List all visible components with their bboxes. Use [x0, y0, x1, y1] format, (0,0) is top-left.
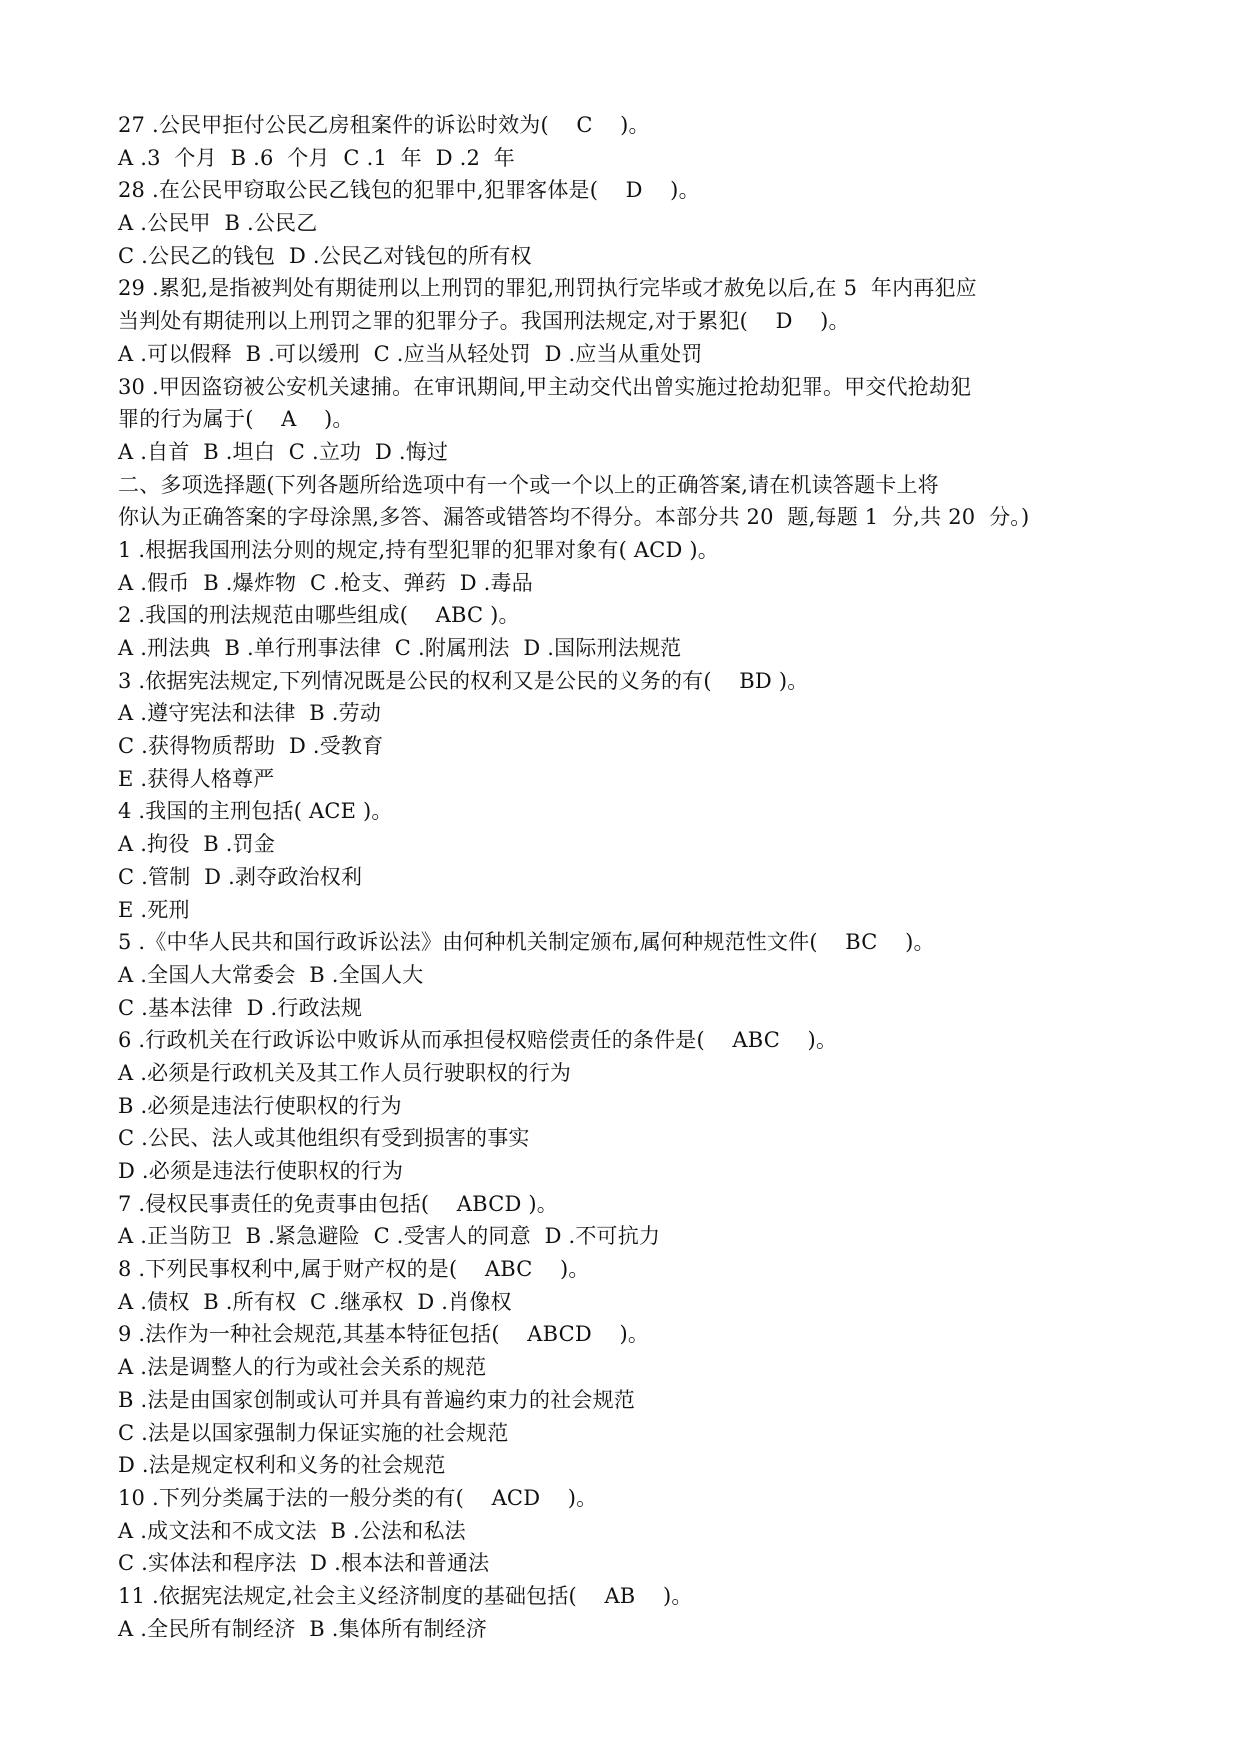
mc-options-6-a: A .必须是行政机关及其工作人员行驶职权的行为 — [118, 1060, 572, 1085]
options-28-line-2: C .公民乙的钱包 D .公民乙对钱包的所有权 — [118, 243, 532, 268]
options-29: A .可以假释 B .可以缓刑 C .应当从轻处罚 D .应当从重处罚 — [118, 341, 703, 366]
mc-options-10-line-2: C .实体法和程序法 D .根本法和普通法 — [118, 1551, 490, 1576]
mc-question-11: 11 .依据宪法规定,社会主义经济制度的基础包括( AB )。 — [118, 1583, 693, 1608]
options-30: A .自首 B .坦白 C .立功 D .悔过 — [118, 439, 449, 464]
mc-question-6: 6 .行政机关在行政诉讼中败诉从而承担侵权赔偿责任的条件是( ABC )。 — [118, 1028, 838, 1053]
mc-options-3-line-3: E .获得人格尊严 — [118, 766, 275, 791]
mc-options-10-line-1: A .成文法和不成文法 B .公法和私法 — [118, 1518, 466, 1543]
mc-options-6-b: B .必须是违法行使职权的行为 — [118, 1093, 402, 1118]
mc-options-9-a: A .法是调整人的行为或社会关系的规范 — [118, 1355, 487, 1380]
mc-options-2: A .刑法典 B .单行刑事法律 C .附属刑法 D .国际刑法规范 — [118, 636, 682, 660]
mc-options-3-line-2: C .获得物质帮助 D .受教育 — [118, 734, 384, 759]
question-28: 28 .在公民甲窃取公民乙钱包的犯罪中,犯罪客体是( D )。 — [118, 178, 700, 203]
mc-question-8: 8 .下列民事权利中,属于财产权的是( ABC )。 — [118, 1257, 590, 1282]
mc-options-11: A .全民所有制经济 B .集体所有制经济 — [118, 1616, 488, 1641]
mc-options-9-d: D .法是规定权利和义务的社会规范 — [118, 1453, 446, 1478]
mc-question-9: 9 .法作为一种社会规范,其基本特征包括( ABCD )。 — [118, 1322, 650, 1347]
question-30-line-2: 罪的行为属于( A )。 — [118, 407, 354, 432]
section-heading-line-1: 二、多项选择题(下列各题所给选项中有一个或一个以上的正确答案,请在机读答题卡上将 — [118, 472, 939, 497]
mc-options-9-c: C .法是以国家强制力保证实施的社会规范 — [118, 1420, 509, 1445]
mc-question-1: 1 .根据我国刑法分则的规定,持有型犯罪的犯罪对象有( ACD )。 — [118, 537, 719, 562]
mc-options-5-line-2: C .基本法律 D .行政法规 — [118, 995, 363, 1020]
mc-options-9-b: B .法是由国家创制或认可并具有普遍约束力的社会规范 — [118, 1387, 635, 1412]
mc-options-1: A .假币 B .爆炸物 C .枪支、弹药 D .毒品 — [118, 570, 533, 595]
mc-options-4-line-3: E .死刑 — [118, 897, 190, 922]
mc-options-6-c: C .公民、法人或其他组织有受到损害的事实 — [118, 1126, 530, 1151]
question-29-line-2: 当判处有期徒刑以上刑罚之罪的犯罪分子。我国刑法规定,对于累犯( D )。 — [118, 309, 850, 334]
section-heading-line-2: 你认为正确答案的字母涂黑,多答、漏答或错答均不得分。本部分共 20 题,每题 1 分,共 20 分。) — [118, 505, 1030, 530]
question-27: 27 .公民甲拒付公民乙房租案件的诉讼时效为( C )。 — [118, 113, 650, 137]
mc-question-2: 2 .我国的刑法规范由哪些组成( ABC )。 — [118, 603, 520, 628]
mc-options-5-line-1: A .全国人大常委会 B .全国人大 — [118, 962, 424, 987]
mc-options-8: A .债权 B .所有权 C .继承权 D .肖像权 — [118, 1289, 512, 1314]
document-page — [118, 109, 1128, 1645]
question-30-line-1: 30 .甲因盗窃被公安机关逮捕。在审讯期间,甲主动交代出曾实施过抢劫犯罪。甲交代抢劫犯 — [118, 374, 972, 399]
mc-question-3: 3 .依据宪法规定,下列情况既是公民的权利又是公民的义务的有( BD )。 — [118, 668, 809, 693]
question-29-line-1: 29 .累犯,是指被判处有期徒刑以上刑罚的罪犯,刑罚执行完毕或才赦免以后,在 5 年内再犯应 — [118, 276, 977, 301]
options-28-line-1: A .公民甲 B .公民乙 — [118, 211, 318, 236]
mc-options-6-d: D .必须是违法行使职权的行为 — [118, 1159, 404, 1183]
options-27: A .3 个月 B .6 个月 C .1 年 D .2 年 — [118, 145, 516, 170]
mc-question-10: 10 .下列分类属于法的一般分类的有( ACD )。 — [118, 1485, 598, 1510]
mc-options-4-line-2: C .管制 D .剥夺政治权利 — [118, 864, 363, 889]
mc-options-4-line-1: A .拘役 B .罚金 — [118, 832, 276, 857]
mc-options-3-line-1: A .遵守宪法和法律 B .劳动 — [118, 701, 382, 726]
mc-options-7: A .正当防卫 B .紧急避险 C .受害人的同意 D .不可抗力 — [118, 1224, 661, 1249]
mc-question-7: 7 .侵权民事责任的免责事由包括( ABCD )。 — [118, 1191, 558, 1216]
mc-question-4: 4 .我国的主刑包括( ACE )。 — [118, 799, 393, 824]
mc-question-5: 5 .《中华人民共和国行政诉讼法》由何种机关制定颁布,属何种规范性文件( BC )。 — [118, 930, 935, 955]
